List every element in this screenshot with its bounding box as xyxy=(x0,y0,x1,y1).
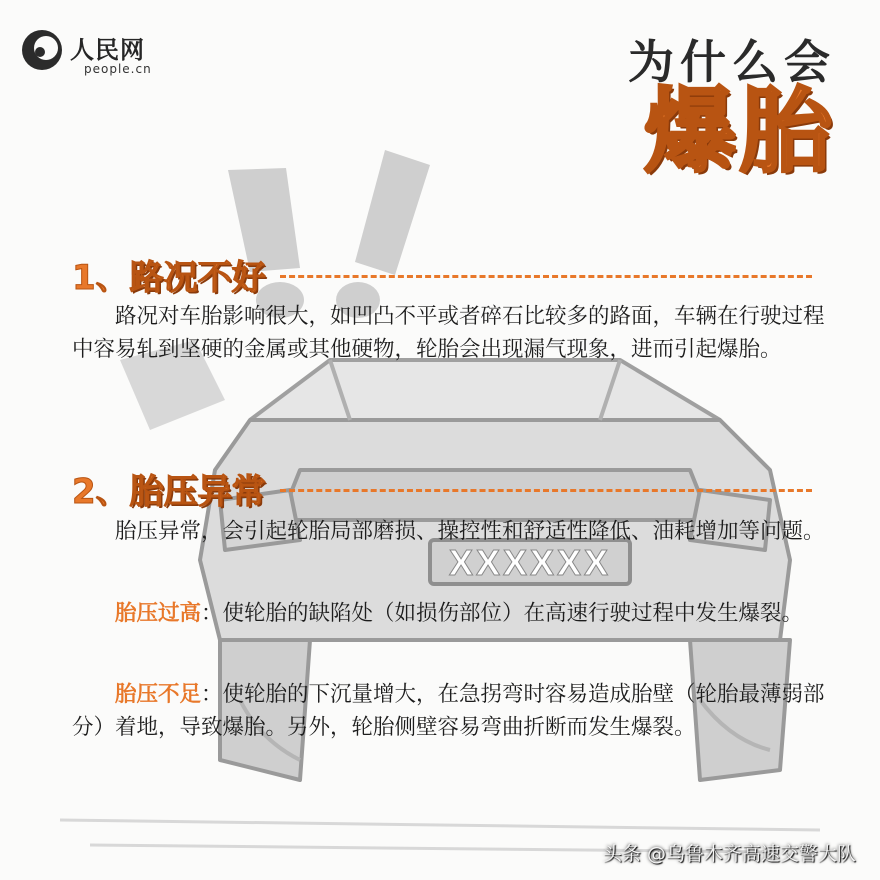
section-title: 胎压异常 xyxy=(129,471,266,512)
section-2-heading xyxy=(72,466,812,510)
highlight-label: 胎压过高 xyxy=(115,601,202,626)
section-1-heading xyxy=(72,252,812,296)
section-2-paragraph-high-pressure xyxy=(72,597,832,630)
license-plate: XXXXXX xyxy=(448,542,612,583)
paragraph-text: 路况对车胎影响很大，如凹凸不平或者碎石比较多的路面，车辆在行驶过程中容易轧到坚硬的金属或其他硬物，轮胎会出现漏气现象，进而引起爆胎。 xyxy=(72,304,825,362)
section-number: 1、 xyxy=(72,257,130,298)
paragraph-text: ：使轮胎的下沉量增大，在急拐弯时容易造成胎壁（轮胎最薄弱部分）着地，导致爆胎。另外，轮胎侧壁容易弯曲折断而发生爆裂。 xyxy=(72,682,825,740)
section-2-paragraph-intro xyxy=(72,515,832,548)
paragraph-text: ：使轮胎的缺陷处（如损伤部位）在高速行驶过程中发生爆裂。 xyxy=(201,601,804,626)
source-watermark: 头条 @乌鲁木齐高速交警大队 xyxy=(602,843,856,865)
dashed-divider xyxy=(280,275,812,278)
section-number: 2、 xyxy=(72,471,130,512)
logo-chinese-text: 人民网 xyxy=(70,35,145,64)
section-2-paragraph-low-pressure xyxy=(72,678,832,744)
logo-mark-icon xyxy=(20,28,64,72)
people-cn-logo xyxy=(20,22,180,82)
logo-english-text: people.cn xyxy=(84,62,152,76)
title-subtitle: 为什么会 xyxy=(628,35,836,89)
section-title: 路况不好 xyxy=(129,257,266,298)
dashed-divider xyxy=(280,489,812,492)
section-1-paragraph xyxy=(72,300,832,366)
title-main: 爆胎 xyxy=(643,78,836,185)
highlight-label: 胎压不足 xyxy=(115,682,202,707)
paragraph-text: 胎压异常，会引起轮胎局部磨损、操控性和舒适性降低、油耗增加等问题。 xyxy=(115,519,825,544)
